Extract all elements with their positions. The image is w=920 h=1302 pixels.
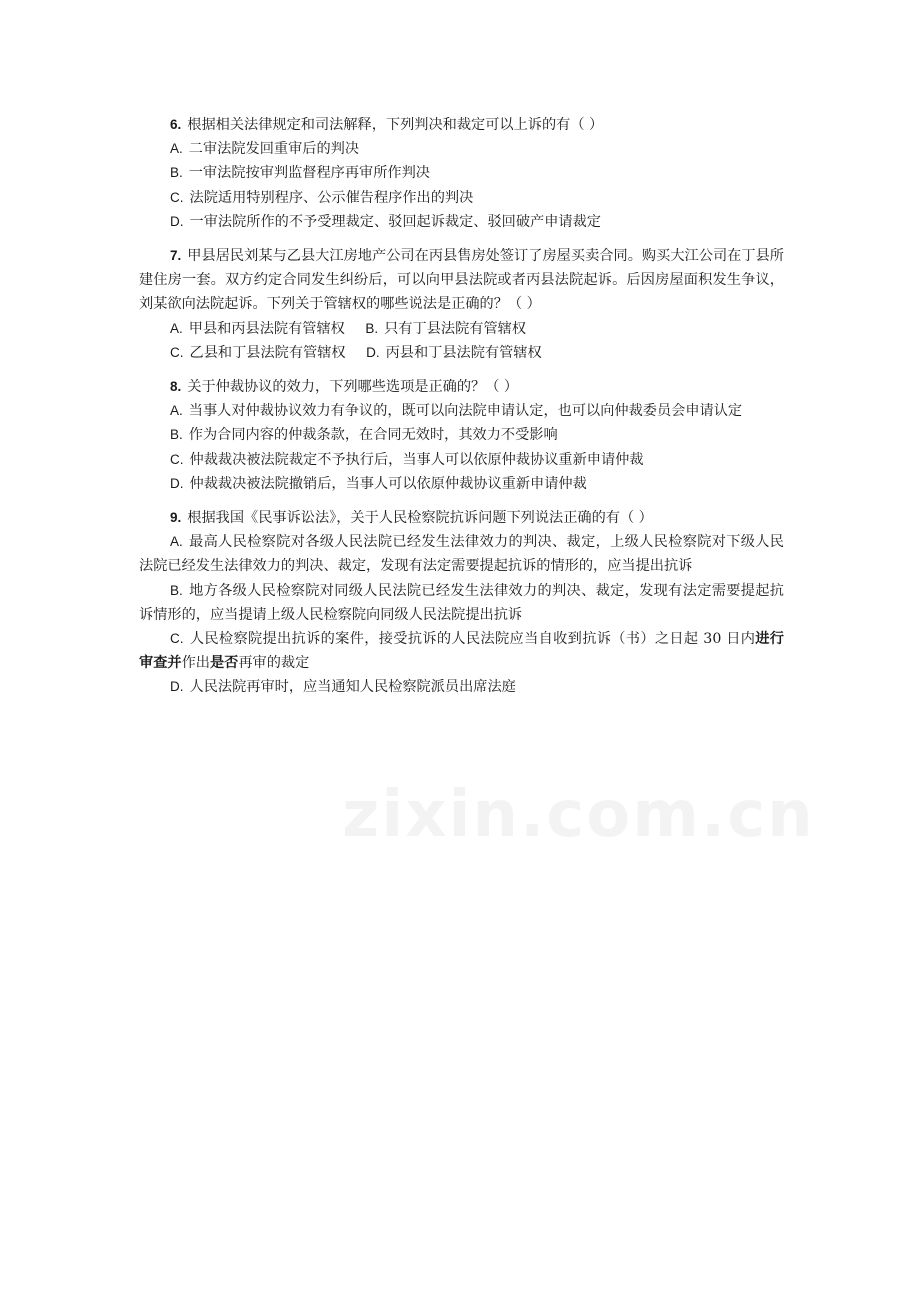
- option-b: B. 一审法院按审判监督程序再审所作判决: [170, 165, 430, 182]
- option-d: D. 一审法院所作的不予受理裁定、驳回起诉裁定、驳回破产申请裁定: [170, 213, 601, 230]
- question-text: 甲县居民刘某与乙县大江房地产公司在丙县售房处签订了房屋买卖合同。购买大江公司在丁县所建住房一套。双方约定合同发生纠纷后，可以向甲县法院或者丙县法院起诉。后因房屋面积发生争议，刘某欲向法院起诉。下列关于管辖权的哪些说法是正确的？（ ）: [139, 248, 784, 313]
- option-b: B. 地方各级人民检察院对同级人民法院已经发生法律效力的判决、裁定，发现有法定需要提起抗诉情形的，应当提请上级人民检察院向同级人民法院提出抗诉: [139, 582, 784, 623]
- option-d: D. 仲裁裁决被法院撤销后，当事人可以依原仲裁协议重新申请仲裁: [170, 475, 587, 492]
- option-a: A. 甲县和丙县法院有管辖权: [170, 320, 345, 337]
- option-b: B. 只有丁县法院有管辖权: [365, 320, 527, 337]
- option-c: C. 人民检察院提出抗诉的案件，接受抗诉的人民法院应当自收到抗诉（书）之日起 30 日内进行审查并作出是否再审的裁定: [139, 631, 784, 672]
- option-a: A. 最高人民检察院对各级人民法院已经发生法律效力的判决、裁定，上级人民检察院对下级人民法院已经发生法律效力的判决、裁定，发现有法定需要提起抗诉的情形的，应当提出抗诉: [139, 534, 784, 575]
- question-9: [139, 506, 784, 700]
- question-text: 根据相关法律规定和司法解释，下列判决和裁定可以上诉的有（ ）: [187, 117, 604, 133]
- question-stem: [139, 244, 784, 317]
- question-stem: [139, 375, 784, 399]
- option-c: C. 乙县和丁县法院有管辖权: [170, 344, 346, 361]
- question-number: 7.: [170, 248, 182, 264]
- question-number: 9.: [170, 510, 182, 526]
- question-list: [139, 113, 784, 710]
- option-c: C. 仲裁裁决被法院裁定不予执行后，当事人可以依原仲裁协议重新申请仲裁: [170, 451, 644, 468]
- question-stem: [139, 113, 784, 137]
- question-7: [139, 244, 784, 365]
- question-text: 关于仲裁协议的效力，下列哪些选项是正确的？（ ）: [187, 379, 519, 396]
- option-d: D. 丙县和丁县法院有管辖权: [366, 344, 542, 361]
- option-d: D. 人民法院再审时，应当通知人民检察院派员出席法庭: [170, 679, 516, 696]
- option-a: A. 二审法院发回重审后的判决: [170, 141, 360, 158]
- option-b: B. 作为合同内容的仲裁条款，在合同无效时，其效力不受影响: [170, 427, 558, 444]
- question-text: 根据我国《民事诉讼法》，关于人民检察院抗诉问题下列说法正确的有（ ）: [187, 510, 653, 527]
- option-a: A. 当事人对仲裁协议效力有争议的，既可以向法院申请认定，也可以向仲裁委员会申请认定: [170, 403, 743, 420]
- option-row: [139, 341, 784, 365]
- question-number: 8.: [170, 379, 182, 395]
- question-number: 6.: [170, 117, 182, 132]
- option-c: C. 法院适用特别程序、公示催告程序作出的判决: [170, 189, 474, 206]
- option-row: [139, 317, 784, 341]
- watermark: [342, 778, 815, 852]
- question-6: [139, 113, 784, 234]
- question-8: [139, 375, 784, 496]
- question-stem: [139, 506, 784, 530]
